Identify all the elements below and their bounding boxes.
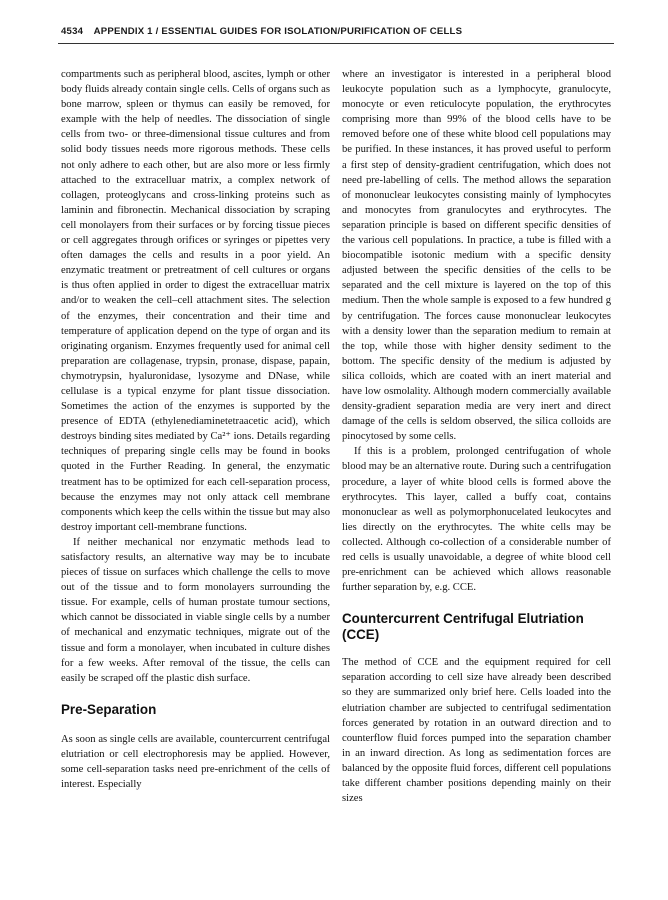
right-paragraph-3: The method of CCE and the equipment required for cell separation according to cell size have already been described so they are summarized only brief here. Cells loaded into the elutriation chamber are subjected to centrifugal sedimentation forces generated by rotation in an outward direction and to counterflow fluid forces pumped into the separation chamber in an inward direction. As long as sedimentation forces are balanced by the opposite fluid forces, different cell populations take different chamber positions depending mainly on their sizes <box>342 657 611 805</box>
left-paragraph-3: As soon as single cells are available, countercurrent centrifugal elutriation or cell electrophoresis may be applied. However, some cell-separation tasks need pre-enrichment of the cells of interest. Especially <box>61 733 330 791</box>
page-number: 4534 <box>61 26 84 37</box>
section-heading-cce: Countercurrent Centrifugal Elutriation (CCE) <box>342 611 584 643</box>
running-title: APPENDIX 1 / ESSENTIAL GUIDES FOR ISOLATION/PURIFICATION OF CELLS <box>93 26 463 37</box>
left-paragraph-2: If neither mechanical nor enzymatic methods lead to satisfactory results, an alternative way may be to incubate pieces of tissue on surfaces which challenge the cells to move out of the tissue and to form monolayers surrounding the tissue. For example, cells of human prostate tumour sections, which cannot be dissociated in viable single cells by a number of mechanical and enzymatic techniques, migrate out of the tissue and form a monolayer, when incubated in culture dishes for a few weeks. After removal of the tissue, the cells can easily be scraped off the plastic dish surface. <box>61 536 330 684</box>
left-column <box>61 67 330 792</box>
section-heading-pre-separation: Pre-Separation <box>61 701 157 717</box>
right-column <box>342 67 611 806</box>
left-paragraph-1: compartments such as peripheral blood, ascites, lymph or other body fluids already contain single cells. Cells of organs such as bone marrow, spleen or thymus can easily be removed, for example with the help of needles. The dissociation of single cells from two- or three-dimensional tissue cultures and from solid body tissues needs more rigorous methods. These cells not only adhere to each other, but are also more or less firmly attached to the extracelluar matrix, a complex network of collagen, proteoglycans and cross-linking proteins such as laminin and fibronectin. Mechanical dissociation by scraping cell monolayers from their surfaces or by forcing tissue pieces or cell aggregates through orifices or syringes or pipettes very often damages the cells and results in a poor yield. An enzymatic treatment or pretreatment of cell cultures or organs is thus often applied in order to digest the extracelluar matrix and/or to weaken the cell–cell attachment sites. The selection of the enzymes, their concentration and their time and temperature of application depend on the type of organ and its originating organism. Enzymes frequently used for animal cell preparation are collagenase, trypsin, pronase, dispase, papain, chymotrypsin, hyaluronidase, lysozyme and DNase, while cellulase is a typical enzyme for plant tissue dissociation. Sometimes the action of the enzymes is supported by the presence of EDTA (ethylenediaminetetraacetic acid), which destroys binding sites mediated by Ca²⁺ ions. Details regarding techniques of preparing single cells may be found in books quoted in the Further Reading. In general, the enzymatic treatment has to be optimized for each cell-separation process, because the enzymes may not only attack cell membrane components which keep the cells within the tissue but may also destroy important cell-membrane functions. <box>61 69 330 533</box>
running-header <box>61 26 611 37</box>
header-rule <box>58 43 614 44</box>
right-paragraph-1: where an investigator is interested in a peripheral blood leukocyte population such as a lymphocyte, granulocyte, monocyte or even reticulocyte population, the erythrocytes comprising more than 99% of the blood cells have to be removed before one of these white blood cell populations may be purified. In these instances, it has proved useful to perform a first step of density-gradient centrifugation, which does not need pre-labelling of cells. The method allows the separation of mononuclear leukocytes consisting mainly of lymphocytes and monocytes from granulocytes and erythrocytes. The separation principle is based on different specific densities of the various cell populations. In practice, a tube is filled with a biocompatible isotonic medium with a specific density adjusted between the specific densities of the cells to be separated and the cell mixture is layered on the top of this medium. Then the whole sample is exposed to a few hundred g by centrifugation. The forces cause mononuclear leukocytes with a density lower than the separation medium to remain at the top, while those with higher density sediment to the bottom. The specific density of the medium is adjusted by silica colloids, which are coated with an inert material and have low osmolality. Although modern commercially available density-gradient separation media are very inert and direct damage of the cells is seldom observed, the silica colloids are pinocytosed by some cells. <box>342 69 611 443</box>
right-paragraph-2: If this is a problem, prolonged centrifugation of whole blood may be an alternative route. During such a centrifugation procedure, a layer of white blood cells is formed above the erythrocytes. This layer, called a buffy coat, contains mononuclear as well as polymorphonucelated leukocytes and lies directly on the erythrocytes. The white cells may be collected. Although co-collection of a considerable number of red cells is usually unavoidable, a degree of white blood cell pre-enrichment can be achieved which allows reasonable further separation by, e.g. CCE. <box>342 446 611 594</box>
